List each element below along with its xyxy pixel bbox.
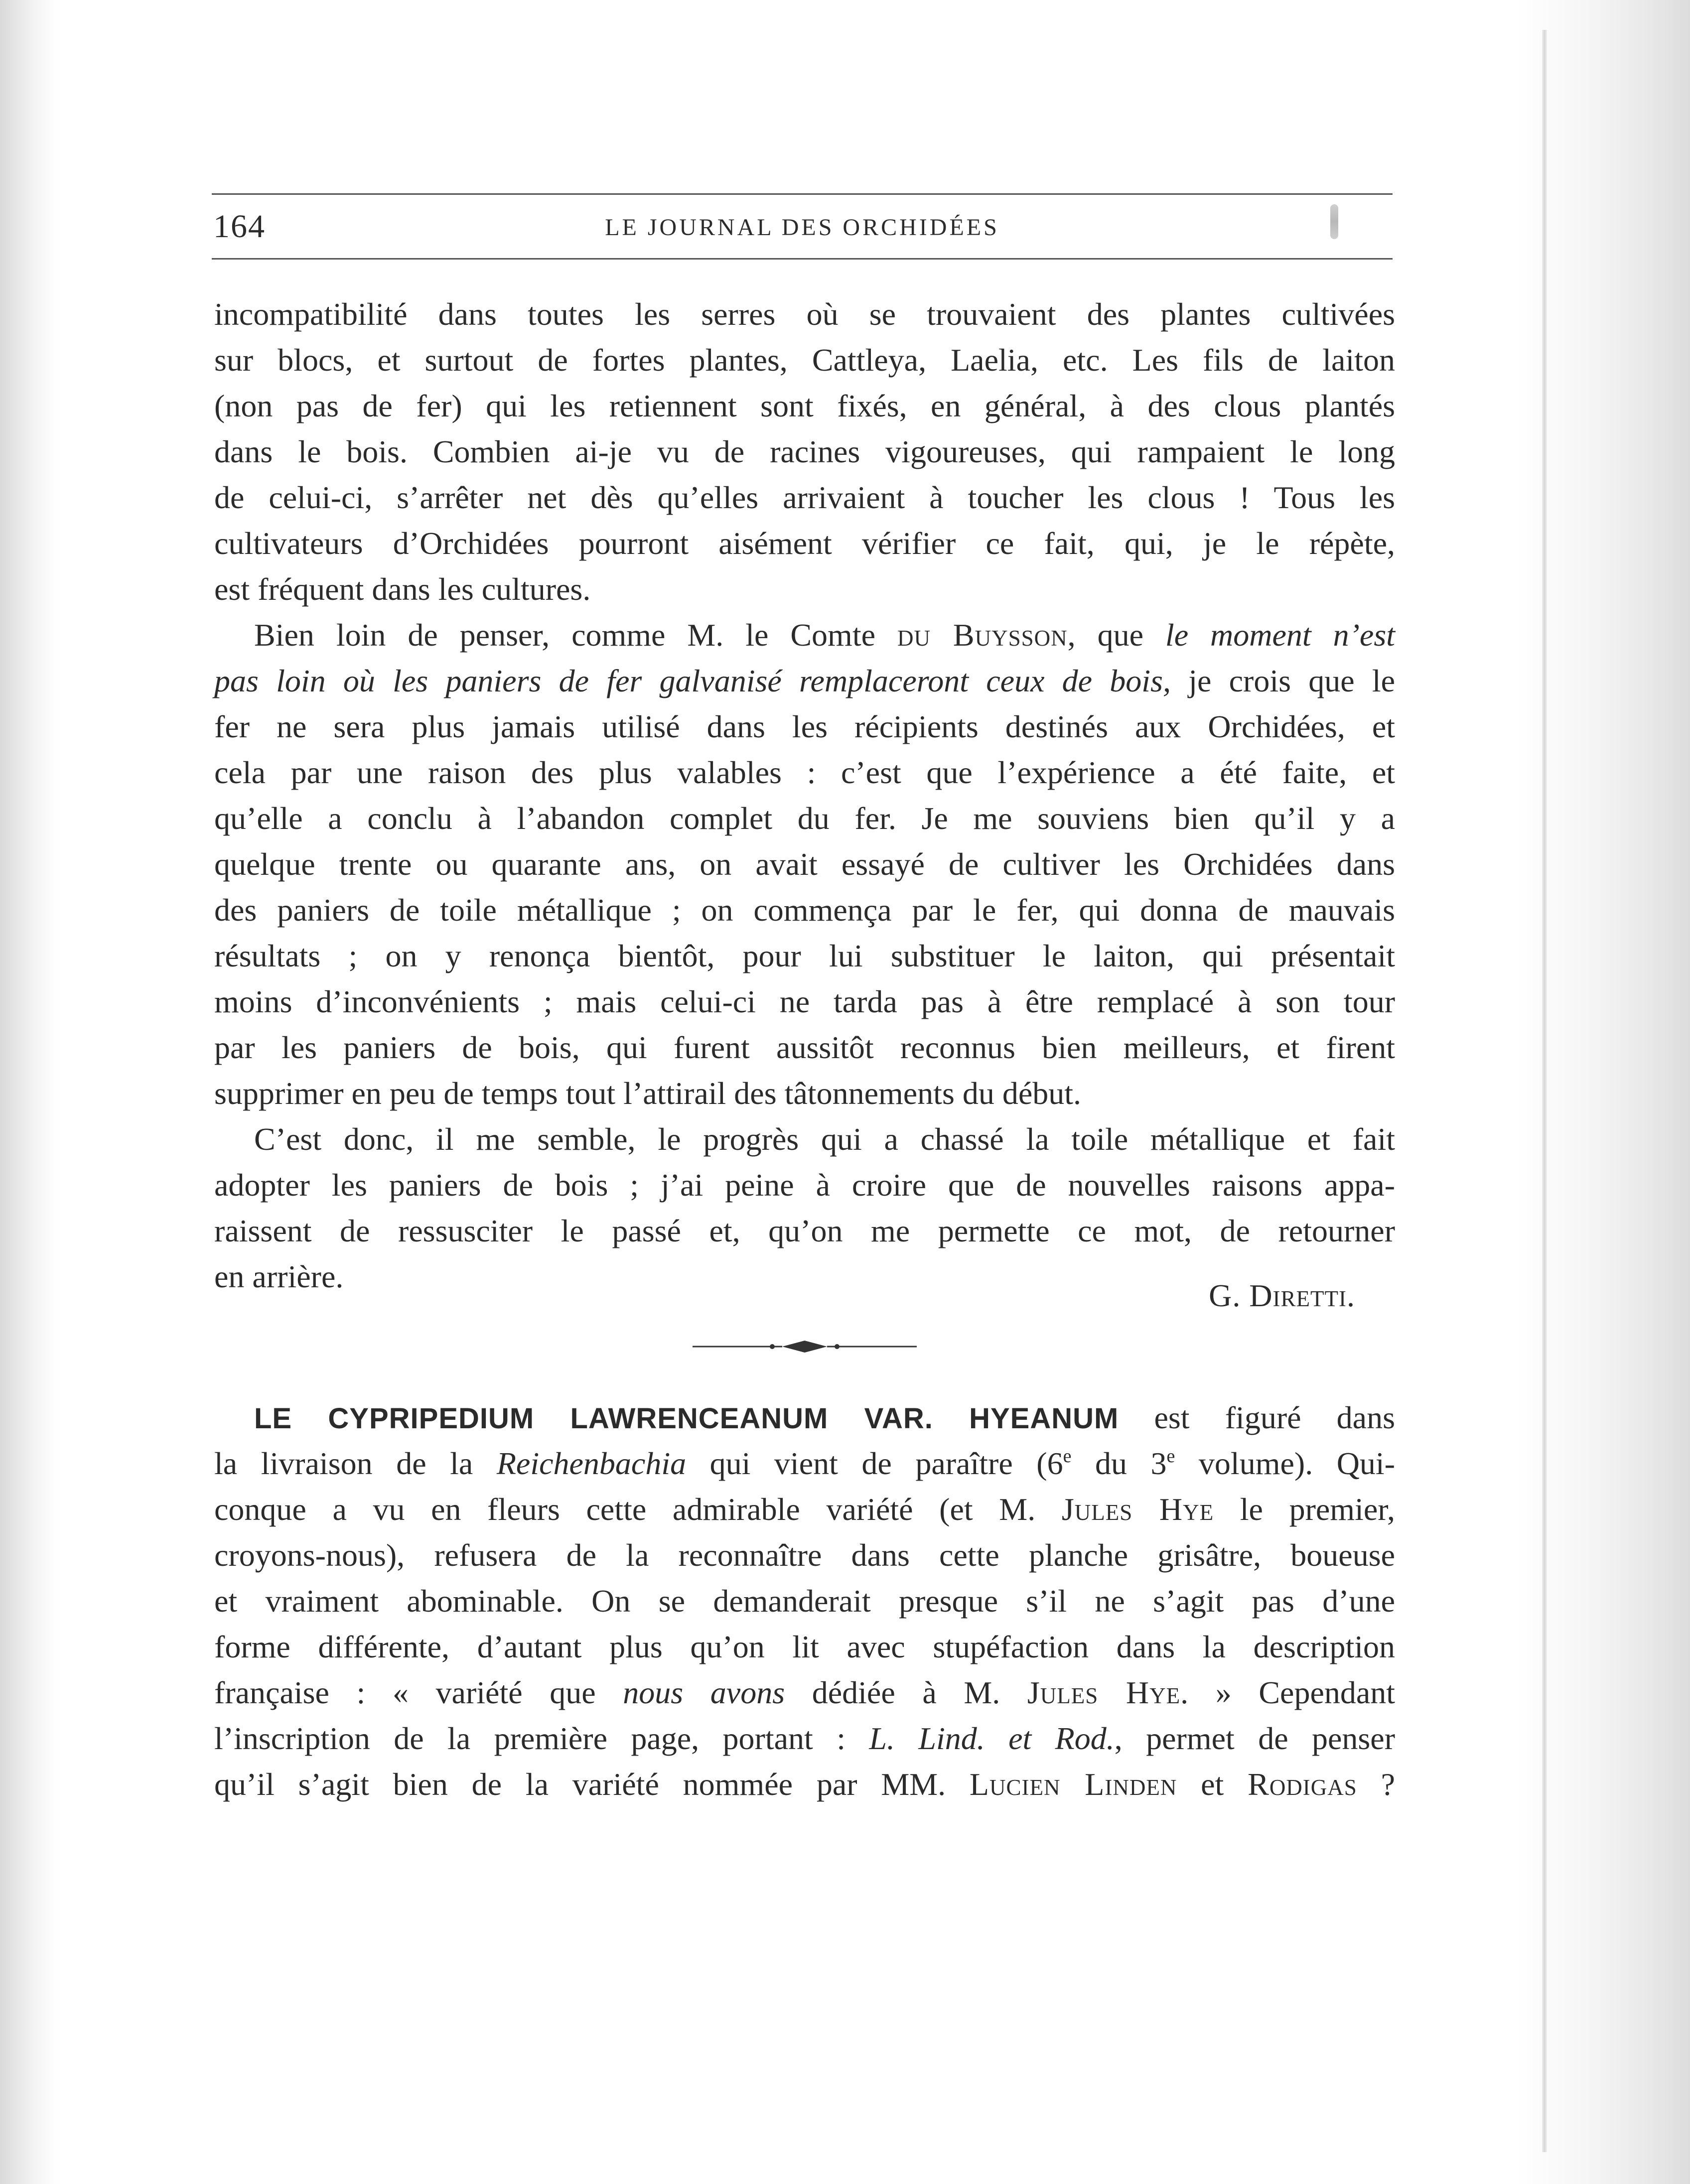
- text-line: sur blocs, et surtout de fortes plantes, Cattleya, Laelia, etc. Les fils de laiton: [214, 342, 1395, 378]
- text-line: l’inscription de la première page, portant : L. Lind. et Rod., permet de penser: [214, 1721, 1396, 1756]
- text-line: forme différente, d’autant plus qu’on lit avec stupéfaction dans la description: [214, 1629, 1395, 1664]
- text-line: quelque trente ou quarante ans, on avait essayé de cultiver les Orchidées dans: [214, 846, 1395, 882]
- text-line: LE CYPRIPEDIUM LAWRENCEANUM VAR. HYEANUM est figuré dans: [254, 1400, 1395, 1435]
- text-line: adopter les paniers de bois ; j’ai peine à croire que de nouvelles raisons appa-: [214, 1167, 1395, 1203]
- page-number: 164: [213, 208, 266, 245]
- scan-page-fold: [1542, 30, 1547, 2152]
- text-line: en arrière.: [214, 1259, 344, 1294]
- text-line: supprimer en peu de temps tout l’attirail des tâtonnements du début.: [214, 1076, 1082, 1111]
- text-line: française : « variété que nous avons dédiée à M. Jules Hye. » Cependant: [214, 1675, 1396, 1710]
- text-line: conque a vu en fleurs cette admirable variété (et M. Jules Hye le premier,: [214, 1492, 1396, 1527]
- text-line: qu’il s’agit bien de la variété nommée par MM. Lucien Linden et Rodigas ?: [214, 1767, 1396, 1802]
- person-name: Rodigas: [1248, 1767, 1357, 1802]
- text-line: des paniers de toile métallique ; on commença par le fer, qui donna de mauvais: [214, 892, 1395, 928]
- text-line: la livraison de la Reichenbachia qui vient de paraître (6e du 3e volume). Qui-: [214, 1446, 1396, 1481]
- text-line: et vraiment abominable. On se demanderait presque s’il ne s’agit pas d’une: [214, 1583, 1395, 1619]
- author-signature: G. Diretti.: [1209, 1278, 1355, 1313]
- person-name: Jules Hye: [1027, 1675, 1181, 1710]
- scan-blemish-mark: [1330, 204, 1338, 239]
- header-rule-top: [212, 193, 1393, 195]
- text-line: raissent de ressusciter le passé et, qu’on me permette ce mot, de retourner: [214, 1213, 1395, 1248]
- text-line: est fréquent dans les cultures.: [214, 571, 591, 607]
- person-name: Jules Hye: [1061, 1492, 1214, 1527]
- text-line: de celui-ci, s’arrêter net dès qu’elles arrivaient à toucher les clous ! Tous les: [214, 480, 1395, 515]
- text-line: C’est donc, il me semble, le progrès qui a chassé la toile métallique et fait: [254, 1121, 1395, 1157]
- text-line: cultivateurs d’Orchidées pourront aisément vérifier ce fait, qui, je le répète,: [214, 526, 1395, 561]
- running-title: LE JOURNAL DES ORCHIDÉES: [605, 214, 999, 241]
- article-heading: LE CYPRIPEDIUM LAWRENCEANUM VAR. HYEANUM: [254, 1402, 1119, 1435]
- text-line: (non pas de fer) qui les retiennent sont fixés, en général, à des clous plantés: [214, 388, 1395, 423]
- text-line: résultats ; on y renonça bientôt, pour lui substituer le laiton, qui présentait: [214, 938, 1395, 973]
- text-line: incompatibilité dans toutes les serres où se trouvaient des plantes cultivées: [214, 296, 1395, 332]
- section-divider-ornament: [693, 1337, 917, 1357]
- text-line: croyons-nous), refusera de la reconnaître dans cette planche grisâtre, boueuse: [214, 1537, 1395, 1573]
- scan-right-edge-shadow: [1515, 0, 1690, 2184]
- text-line: qu’elle a conclu à l’abandon complet du fer. Je me souviens bien qu’il y a: [214, 801, 1395, 836]
- text-line: fer ne sera plus jamais utilisé dans les récipients destinés aux Orchidées, et: [214, 709, 1395, 744]
- text-line: moins d’inconvénients ; mais celui-ci ne tarda pas à être remplacé à son tour: [214, 984, 1395, 1019]
- person-name: Lucien Linden: [969, 1767, 1177, 1802]
- text-line: Bien loin de penser, comme M. le Comte du Buysson, que le moment n’est: [254, 617, 1396, 653]
- text-line: dans le bois. Combien ai-je vu de racines vigoureuses, qui rampaient le long: [214, 434, 1395, 469]
- text-line: cela par une raison des plus valables : c’est que l’expérience a été faite, et: [214, 755, 1395, 790]
- text-line: pas loin où les paniers de fer galvanisé remplaceront ceux de bois, je crois que le: [214, 663, 1396, 698]
- header-rule-bottom: [212, 258, 1393, 260]
- text-line: par les paniers de bois, qui furent aussitôt reconnus bien meilleurs, et firent: [214, 1030, 1395, 1065]
- scan-left-edge-shadow: [0, 0, 60, 2184]
- person-name: du Buysson: [897, 617, 1068, 653]
